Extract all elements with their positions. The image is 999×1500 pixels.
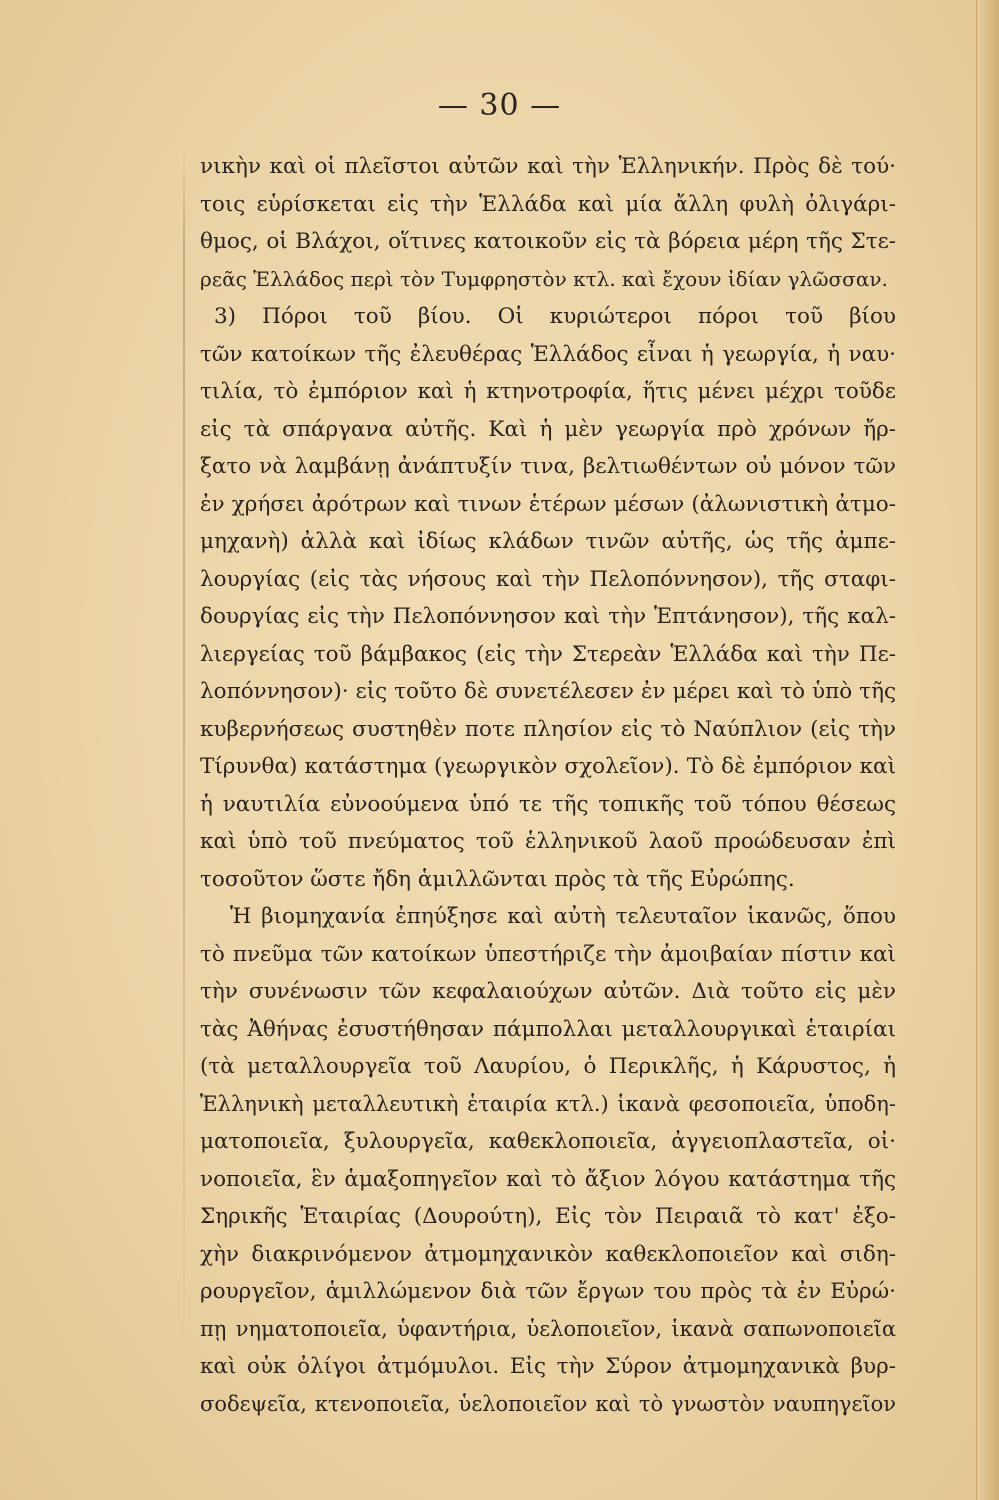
text-line: εἰς τὰ σπάργανα αὐτῆς. Καὶ ἡ μὲν γεωργία πρὸ χρόνων ἤρ- (200, 416, 896, 442)
text-line: δουργίας εἰς τὴν Πελοπόννησον καὶ τὴν Ἑπτάνησον), τῆς καλ- (200, 604, 896, 629)
text-line: λουργίας (εἰς τὰς νήσους καὶ τὴν Πελοπόννησον), τῆς σταφι- (200, 566, 896, 592)
text-line: κυβερνήσεως συστηθὲν ποτε πλησίον εἰς τὸ Ναύπλιον (εἰς τὴν (200, 716, 896, 742)
paper-fold-line (183, 150, 185, 1380)
text-line: (τὰ μεταλλουργεῖα τοῦ Λαυρίου, ὁ Περικλῆς, ἡ Κάρυστος, ἡ (200, 1054, 896, 1079)
text-line: ἡ ναυτιλία εὐνοούμενα ὑπό τε τῆς τοπικῆς τοῦ τόπου θέσεως (200, 791, 896, 817)
text-line: τοις εὑρίσκεται εἰς τὴν Ἑλλάδα καὶ μία ἄλλη φυλὴ ὀλιγάρι- (200, 191, 896, 217)
text-line: Τίρυνθα) κατάστημα (γεωργικὸν σχολεῖον). Τὸ δὲ ἐμπόριον καὶ (200, 754, 896, 779)
body-text (200, 148, 896, 1423)
text-line: χὴν διακρινόμενον ἀτμομηχανικὸν καθεκλοποιεῖον καὶ σιδη- (200, 1241, 896, 1267)
text-line: νικὴν καὶ οἱ πλεῖστοι αὐτῶν καὶ τὴν Ἑλληνικήν. Πρὸς δὲ τού· (200, 154, 896, 179)
text-line: τὸ πνεῦμα τῶν κατοίκων ὑπεστήριζε τὴν ἀμοιβαίαν πίστιν καὶ (200, 941, 896, 967)
adjacent-page-edge (976, 0, 999, 1500)
text-line: ρουργεῖον, ἁμιλλώμενον διὰ τῶν ἔργων του πρὸς τὰ ἐν Εὐρώ· (200, 1279, 896, 1304)
text-line: σοδεψεῖα, κτενοποιεῖα, ὑελοποιεῖον καὶ τὸ γνωστὸν ναυπηγεῖον (200, 1391, 896, 1416)
text-line: καὶ ὑπὸ τοῦ πνεύματος τοῦ ἑλληνικοῦ λαοῦ προώδευσαν ἐπὶ (200, 829, 896, 854)
text-line: ξατο νὰ λαμβάνῃ ἀνάπτυξίν τινα, βελτιωθέντων οὐ μόνον τῶν (200, 454, 896, 479)
text-line: τῶν κατοίκων τῆς ἐλευθέρας Ἑλλάδος εἶναι ἡ γεωργία, ἡ ναυ· (200, 341, 896, 367)
text-line: λοπόννησον)· εἰς τοῦτο δὲ συνετέλεσεν ἐν μέρει καὶ τὸ ὑπὸ τῆς (200, 679, 896, 704)
text-line: καὶ οὐκ ὀλίγοι ἀτμόμυλοι. Εἰς τὴν Σύρον ἀτμομηχανικὰ βυρ- (200, 1354, 896, 1379)
text-line: ἐν χρήσει ἀρότρων καὶ τινων ἑτέρων μέσων (ἀλωνιστικὴ ἀτμο- (200, 491, 896, 517)
text-line: τοσοῦτον ὥστε ἤδη ἁμιλλῶνται πρὸς τὰ τῆς Εὐρώπης. (200, 866, 795, 892)
text-line: Ἑλληνικὴ μεταλλευτικὴ ἑταιρία κτλ.) ἱκανὰ φεσοποιεῖα, ὑποδη- (200, 1091, 896, 1116)
text-line: Σηρικῆς Ἑταιρίας (Δουρούτη), Εἰς τὸν Πειραιᾶ τὸ κατ' ἐξο- (200, 1204, 896, 1229)
text-line: μηχανὴ) ἀλλὰ καὶ ἰδίως κλάδων τινῶν αὐτῆς, ὡς τῆς ἀμπε- (200, 529, 896, 554)
text-line: τὰς Ἀθήνας ἐσυστήθησαν πάμπολλαι μεταλλουργικαὶ ἑταιρίαι (200, 1016, 896, 1042)
text-line: τὴν συνένωσιν τῶν κεφαλαιούχων αὐτῶν. Διὰ τοῦτο εἰς μὲν (200, 979, 896, 1004)
text-line: θμος, οἱ Βλάχοι, οἵτινες κατοικοῦν εἰς τὰ βόρεια μέρη τῆς Στε- (200, 229, 896, 254)
section-heading-line: 3) Πόροι τοῦ βίου. Οἱ κυριώτεροι πόροι τοῦ βίου (214, 304, 896, 329)
text-line: λιεργείας τοῦ βάμβακος (εἰς τὴν Στερεὰν Ἑλλάδα καὶ τὴν Πε- (200, 641, 896, 667)
text-line: ματοποιεῖα, ξυλουργεῖα, καθεκλοποιεῖα, ἀγγειοπλαστεῖα, οἰ· (200, 1129, 896, 1154)
text-line: ρεᾶς Ἑλλάδος περὶ τὸν Τυμφρηστὸν κτλ. καὶ ἔχουν ἰδίαν γλῶσσαν. (200, 266, 888, 291)
text-line: νοποιεῖα, ἓν ἁμαξοπηγεῖον καὶ τὸ ἄξιον λόγου κατάστημα τῆς (200, 1166, 896, 1192)
paragraph-start-line: Ἡ βιομηχανία ἐπηύξησε καὶ αὐτὴ τελευταῖον ἱκανῶς, ὅπου (230, 904, 896, 929)
page-number: — 30 — (437, 88, 562, 123)
text-line: τιλία, τὸ ἐμπόριον καὶ ἡ κτηνοτροφία, ἥτις μένει μέχρι τοῦδε (200, 379, 896, 404)
text-line: πῃ νηματοποιεῖα, ὑφαντήρια, ὑελοποιεῖον, ἱκανὰ σαπωνοποιεῖα (200, 1316, 896, 1341)
